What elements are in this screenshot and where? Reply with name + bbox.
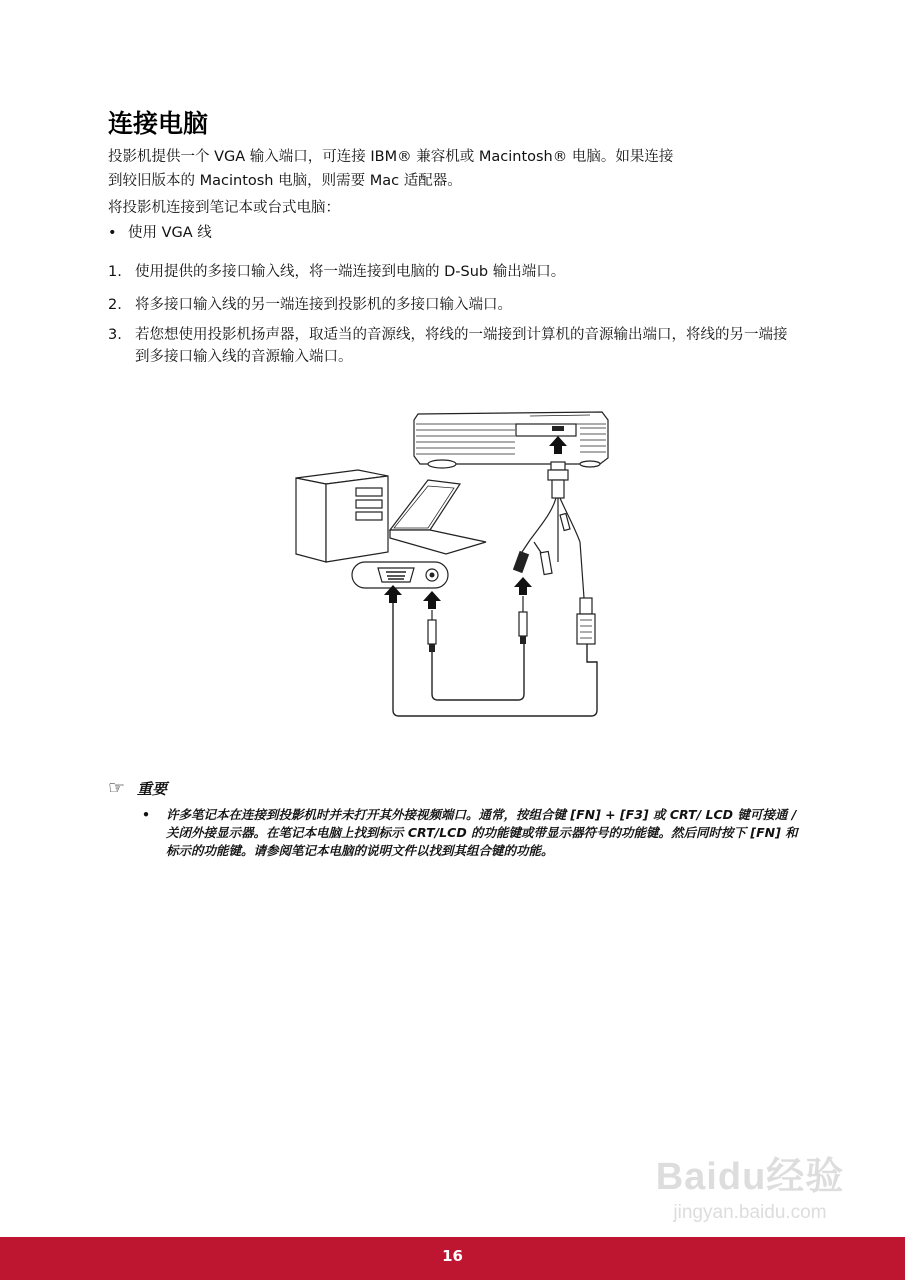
step-1 (108, 261, 808, 283)
step-number: 3. (108, 327, 122, 343)
step-number: 1. (108, 264, 122, 280)
note-heading-text: 重要 (137, 779, 168, 798)
arrow-up-icon (423, 591, 441, 609)
bullet-text: 使用 VGA 线 (128, 225, 212, 241)
audio-plug-icon (519, 596, 527, 644)
step-number: 2. (108, 297, 122, 313)
step-text: 若您想使用投影机扬声器，取适当的音源线，将线的一端接到计算机的音源输出端口，将线的另一端接到多接口输入线的音源输入端口。 (135, 327, 788, 365)
audio-plug-icon (428, 610, 436, 652)
baidu-logo: Baidu经验 (655, 1156, 845, 1198)
lead-text: 将投影机连接到笔记本或台式电脑： (108, 200, 340, 216)
step-2 (108, 294, 808, 316)
note-heading (108, 777, 167, 799)
arrow-up-icon (514, 577, 532, 595)
baidu-watermark (645, 1145, 855, 1224)
page-footer (0, 1237, 905, 1280)
bullet-item (108, 222, 212, 244)
baidu-url: jingyan.baidu.com (673, 1202, 827, 1223)
page-number: 16 (442, 1247, 463, 1265)
computer-port-panel (352, 562, 448, 588)
note-bullet: • (142, 807, 150, 822)
intro-line-2: 到较旧版本的 Macintosh 电脑，则需要 Mac 适配器。 (108, 173, 462, 189)
note-text: 许多笔记本在连接到投影机时并未打开其外接视频端口。通常，按组合键 [FN] + [F3] 或 CRT/ LCD 键可接通 / 关闭外接显示器。在笔记本电脑上找到标示 CRT/LCD 的功能键或带显示器符号的功能键。然后同时按下 [FN] 和标示的功能键。请参阅笔记本电脑的说明文件以找到其组合键的功能。 (166, 807, 798, 858)
bullet-mark: • (108, 225, 117, 241)
step-text: 使用提供的多接口输入线，将一端连接到电脑的 D-Sub 输出端口。 (135, 264, 566, 280)
vga-cable (393, 603, 597, 716)
projector-icon (414, 412, 608, 468)
desktop-tower-icon (296, 470, 388, 562)
audio-cable (432, 644, 524, 700)
step-text: 将多接口输入线的另一端连接到投影机的多接口输入端口。 (135, 297, 512, 313)
step-3 (108, 324, 794, 368)
pointing-hand-icon: ☞ (108, 777, 126, 799)
intro-line-1: 投影机提供一个 VGA 输入端口，可连接 IBM® 兼容机或 Macintosh® 电脑。如果连接 (108, 149, 674, 165)
connection-illustration (290, 402, 620, 726)
page-title: 连接电脑 (108, 109, 209, 138)
note-item (142, 806, 802, 860)
laptop-icon (390, 480, 486, 554)
